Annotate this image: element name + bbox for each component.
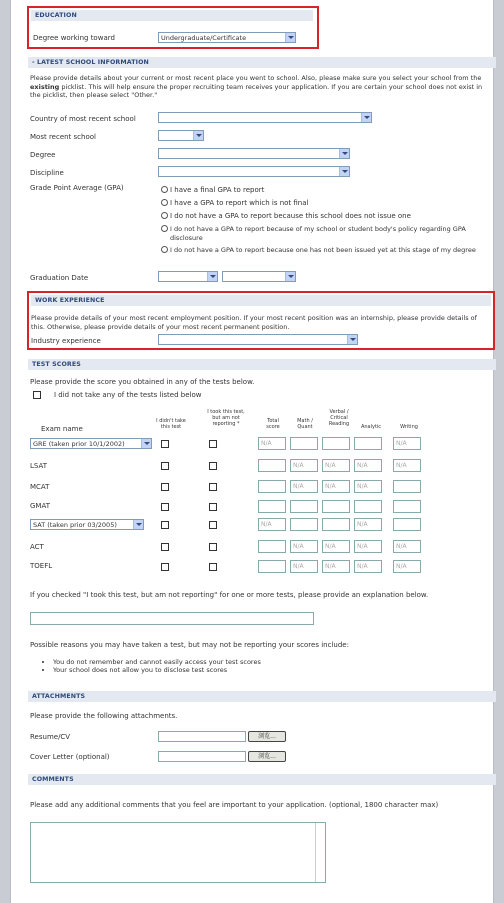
col-writing: Writing xyxy=(400,424,418,430)
chevron-down-icon xyxy=(133,520,143,529)
col-took-not-reporting: I took this test, but am not reporting * xyxy=(207,409,245,427)
gpa-option-policy: I do not have a GPA to report because of my school or student body's policy regarding GPA disclosure xyxy=(170,225,466,242)
reasons-intro: Possible reasons you may have taken a test, but may not be reporting your scores include: xyxy=(30,641,349,649)
latest-school-header: - LATEST SCHOOL INFORMATION xyxy=(28,57,496,68)
gpa-option-not-issued: I do not have a GPA to report because one has not been issued yet at this stage of my degree xyxy=(170,246,476,254)
lsat-exam-name: LSAT xyxy=(30,462,47,470)
lsat-not-reporting-checkbox[interactable] xyxy=(209,462,217,470)
act-verbal-input[interactable]: N/A xyxy=(322,540,350,553)
mcat-analytic-input[interactable]: N/A xyxy=(354,480,382,493)
gpa-radio-policy[interactable] xyxy=(161,225,168,232)
sat-writing-input[interactable] xyxy=(393,518,421,531)
mcat-exam-name: MCAT xyxy=(30,483,50,491)
cover-letter-label: Cover Letter (optional) xyxy=(30,753,110,761)
chevron-down-icon xyxy=(361,113,371,122)
gpa-radio-not-final[interactable] xyxy=(161,199,168,206)
lsat-math-input[interactable]: N/A xyxy=(290,459,318,472)
discipline-select[interactable] xyxy=(158,166,350,177)
mcat-didnt-take-checkbox[interactable] xyxy=(161,483,169,491)
not-reporting-explain-label: If you checked "I took this test, but am not reporting" for one or more tests, please provide an explanation below. xyxy=(30,591,429,599)
act-exam-name: ACT xyxy=(30,543,44,551)
degree-working-toward-select[interactable] xyxy=(158,32,296,43)
degree-working-toward-label: Degree working toward xyxy=(33,34,115,42)
lsat-writing-input[interactable]: N/A xyxy=(393,459,421,472)
gmat-math-input[interactable] xyxy=(290,500,318,513)
resume-label: Resume/CV xyxy=(30,733,71,741)
act-didnt-take-checkbox[interactable] xyxy=(161,543,169,551)
school-intro-text xyxy=(30,74,494,100)
toefl-total-input[interactable] xyxy=(258,560,286,573)
gmat-verbal-input[interactable] xyxy=(322,500,350,513)
gpa-label: Grade Point Average (GPA) xyxy=(30,184,124,192)
gmat-didnt-take-checkbox[interactable] xyxy=(161,503,169,511)
sat-didnt-take-checkbox[interactable] xyxy=(161,521,169,529)
gmat-exam-name: GMAT xyxy=(30,502,50,510)
gre-exam-select[interactable] xyxy=(30,438,152,449)
mcat-verbal-input[interactable]: N/A xyxy=(322,480,350,493)
gpa-option-no-issue: I do not have a GPA to report because this school does not issue one xyxy=(170,212,411,220)
sat-analytic-input[interactable]: N/A xyxy=(354,518,382,531)
attachments-header: ATTACHMENTS xyxy=(28,691,496,702)
gpa-radio-final[interactable] xyxy=(161,186,168,193)
gpa-radio-no-issue[interactable] xyxy=(161,212,168,219)
country-select[interactable] xyxy=(158,112,372,123)
cover-letter-file-input[interactable] xyxy=(158,751,246,762)
gre-verbal-input[interactable] xyxy=(322,437,350,450)
degree-select[interactable] xyxy=(158,148,350,159)
gpa-option-not-final: I have a GPA to report which is not final xyxy=(170,199,309,207)
mcat-writing-input[interactable] xyxy=(393,480,421,493)
school-intro-part-1: Please provide details about your current or most recent place you went to school. Also, please make sure you select your school from the xyxy=(30,74,482,82)
gmat-analytic-input[interactable] xyxy=(354,500,382,513)
resume-browse-button[interactable]: 浏览... xyxy=(248,731,286,742)
school-intro-part-2: picklist. This will help ensure the proper recruiting team receives your application. If you are certain your school does not exist in the picklist, then please select "Other." xyxy=(30,82,483,99)
industry-experience-select[interactable] xyxy=(158,334,358,345)
application-form-page xyxy=(10,0,494,903)
reason-item: • You do not remember and cannot easily access your test scores xyxy=(53,658,261,666)
chevron-down-icon xyxy=(141,439,151,448)
gpa-option-final: I have a final GPA to report xyxy=(170,186,265,194)
col-analytic: Analytic xyxy=(360,424,382,430)
work-experience-header: WORK EXPERIENCE xyxy=(31,295,491,306)
gre-not-reporting-checkbox[interactable] xyxy=(209,440,217,448)
act-writing-input[interactable]: N/A xyxy=(393,540,421,553)
sat-exam-select[interactable] xyxy=(30,519,144,530)
gpa-radio-not-issued[interactable] xyxy=(161,246,168,253)
industry-experience-label: Industry experience xyxy=(31,337,101,345)
col-total-score: Total score xyxy=(266,418,280,430)
act-total-input[interactable] xyxy=(258,540,286,553)
chevron-down-icon xyxy=(207,272,217,281)
toefl-verbal-input[interactable]: N/A xyxy=(322,560,350,573)
degree-label: Degree xyxy=(30,151,56,159)
test-scores-header: TEST SCORES xyxy=(28,359,496,370)
sat-total-input[interactable]: N/A xyxy=(258,518,286,531)
no-tests-label: I did not take any of the tests listed below xyxy=(54,391,202,399)
reason-item: • Your school does not allow you to disclose test scores xyxy=(53,666,261,674)
comments-header: COMMENTS xyxy=(28,774,496,785)
degree-working-toward-value: Undergraduate/Certificate xyxy=(161,34,247,42)
gmat-not-reporting-checkbox[interactable] xyxy=(209,503,217,511)
gre-didnt-take-checkbox[interactable] xyxy=(161,440,169,448)
chevron-down-icon xyxy=(193,131,203,140)
col-math-quant: Math / Quant xyxy=(297,418,313,430)
sat-math-input[interactable] xyxy=(290,518,318,531)
no-tests-checkbox[interactable] xyxy=(33,391,41,399)
toefl-not-reporting-checkbox[interactable] xyxy=(209,563,217,571)
reasons-list xyxy=(43,658,261,674)
toefl-analytic-input[interactable]: N/A xyxy=(354,560,382,573)
act-not-reporting-checkbox[interactable] xyxy=(209,543,217,551)
chevron-down-icon xyxy=(339,167,349,176)
school-intro-bold: existing xyxy=(30,82,60,91)
mcat-total-input[interactable] xyxy=(258,480,286,493)
gmat-writing-input[interactable] xyxy=(393,500,421,513)
act-analytic-input[interactable]: N/A xyxy=(354,540,382,553)
resume-file-input[interactable] xyxy=(158,731,246,742)
gre-exam-name: GRE (taken prior 10/1/2002) xyxy=(33,440,125,448)
test-scores-intro: Please provide the score you obtained in any of the tests below. xyxy=(30,378,255,386)
most-recent-school-label: Most recent school xyxy=(30,133,96,141)
sat-not-reporting-checkbox[interactable] xyxy=(209,521,217,529)
chevron-down-icon xyxy=(339,149,349,158)
comments-intro: Please add any additional comments that you feel are important to your application. (optional, 1800 character max) xyxy=(30,801,439,809)
chevron-down-icon xyxy=(285,272,295,281)
education-header: EDUCATION xyxy=(31,10,313,21)
gre-total-input[interactable]: N/A xyxy=(258,437,286,450)
col-verbal: Verbal / Critical Reading xyxy=(328,409,350,427)
graduation-date-label: Graduation Date xyxy=(30,274,89,282)
toefl-exam-name: TOEFL xyxy=(30,562,53,570)
comments-textarea[interactable] xyxy=(30,822,326,883)
toefl-didnt-take-checkbox[interactable] xyxy=(161,563,169,571)
country-label: Country of most recent school xyxy=(30,115,136,123)
graduation-year-select[interactable] xyxy=(222,271,296,282)
not-reporting-explanation-input[interactable] xyxy=(30,612,314,625)
chevron-down-icon xyxy=(347,335,357,344)
mcat-math-input[interactable]: N/A xyxy=(290,480,318,493)
sat-verbal-input[interactable] xyxy=(322,518,350,531)
lsat-analytic-input[interactable]: N/A xyxy=(354,459,382,472)
graduation-month-select[interactable] xyxy=(158,271,218,282)
lsat-verbal-input[interactable]: N/A xyxy=(322,459,350,472)
gmat-total-input[interactable] xyxy=(258,500,286,513)
toefl-math-input[interactable]: N/A xyxy=(290,560,318,573)
gre-analytic-input[interactable] xyxy=(354,437,382,450)
toefl-writing-input[interactable]: N/A xyxy=(393,560,421,573)
most-recent-school-select[interactable] xyxy=(158,130,204,141)
lsat-total-input[interactable] xyxy=(258,459,286,472)
sat-exam-name: SAT (taken prior 03/2005) xyxy=(33,521,117,529)
gre-math-input[interactable] xyxy=(290,437,318,450)
lsat-didnt-take-checkbox[interactable] xyxy=(161,462,169,470)
attachments-intro: Please provide the following attachments. xyxy=(30,712,178,720)
work-intro-text: Please provide details of your most recent employment position. If your most recent position was an internship, please provide details of this. Otherwise, please provide details of your most recent permanent position. xyxy=(31,314,477,331)
discipline-label: Discipline xyxy=(30,169,64,177)
cover-letter-browse-button[interactable]: 浏览... xyxy=(248,751,286,762)
col-didnt-take: I didn't take this test xyxy=(156,418,186,430)
col-exam-name: Exam name xyxy=(41,425,83,433)
mcat-not-reporting-checkbox[interactable] xyxy=(209,483,217,491)
chevron-down-icon xyxy=(285,33,295,42)
gre-writing-input[interactable]: N/A xyxy=(393,437,421,450)
comments-scrollbar[interactable] xyxy=(315,823,325,882)
act-math-input[interactable]: N/A xyxy=(290,540,318,553)
